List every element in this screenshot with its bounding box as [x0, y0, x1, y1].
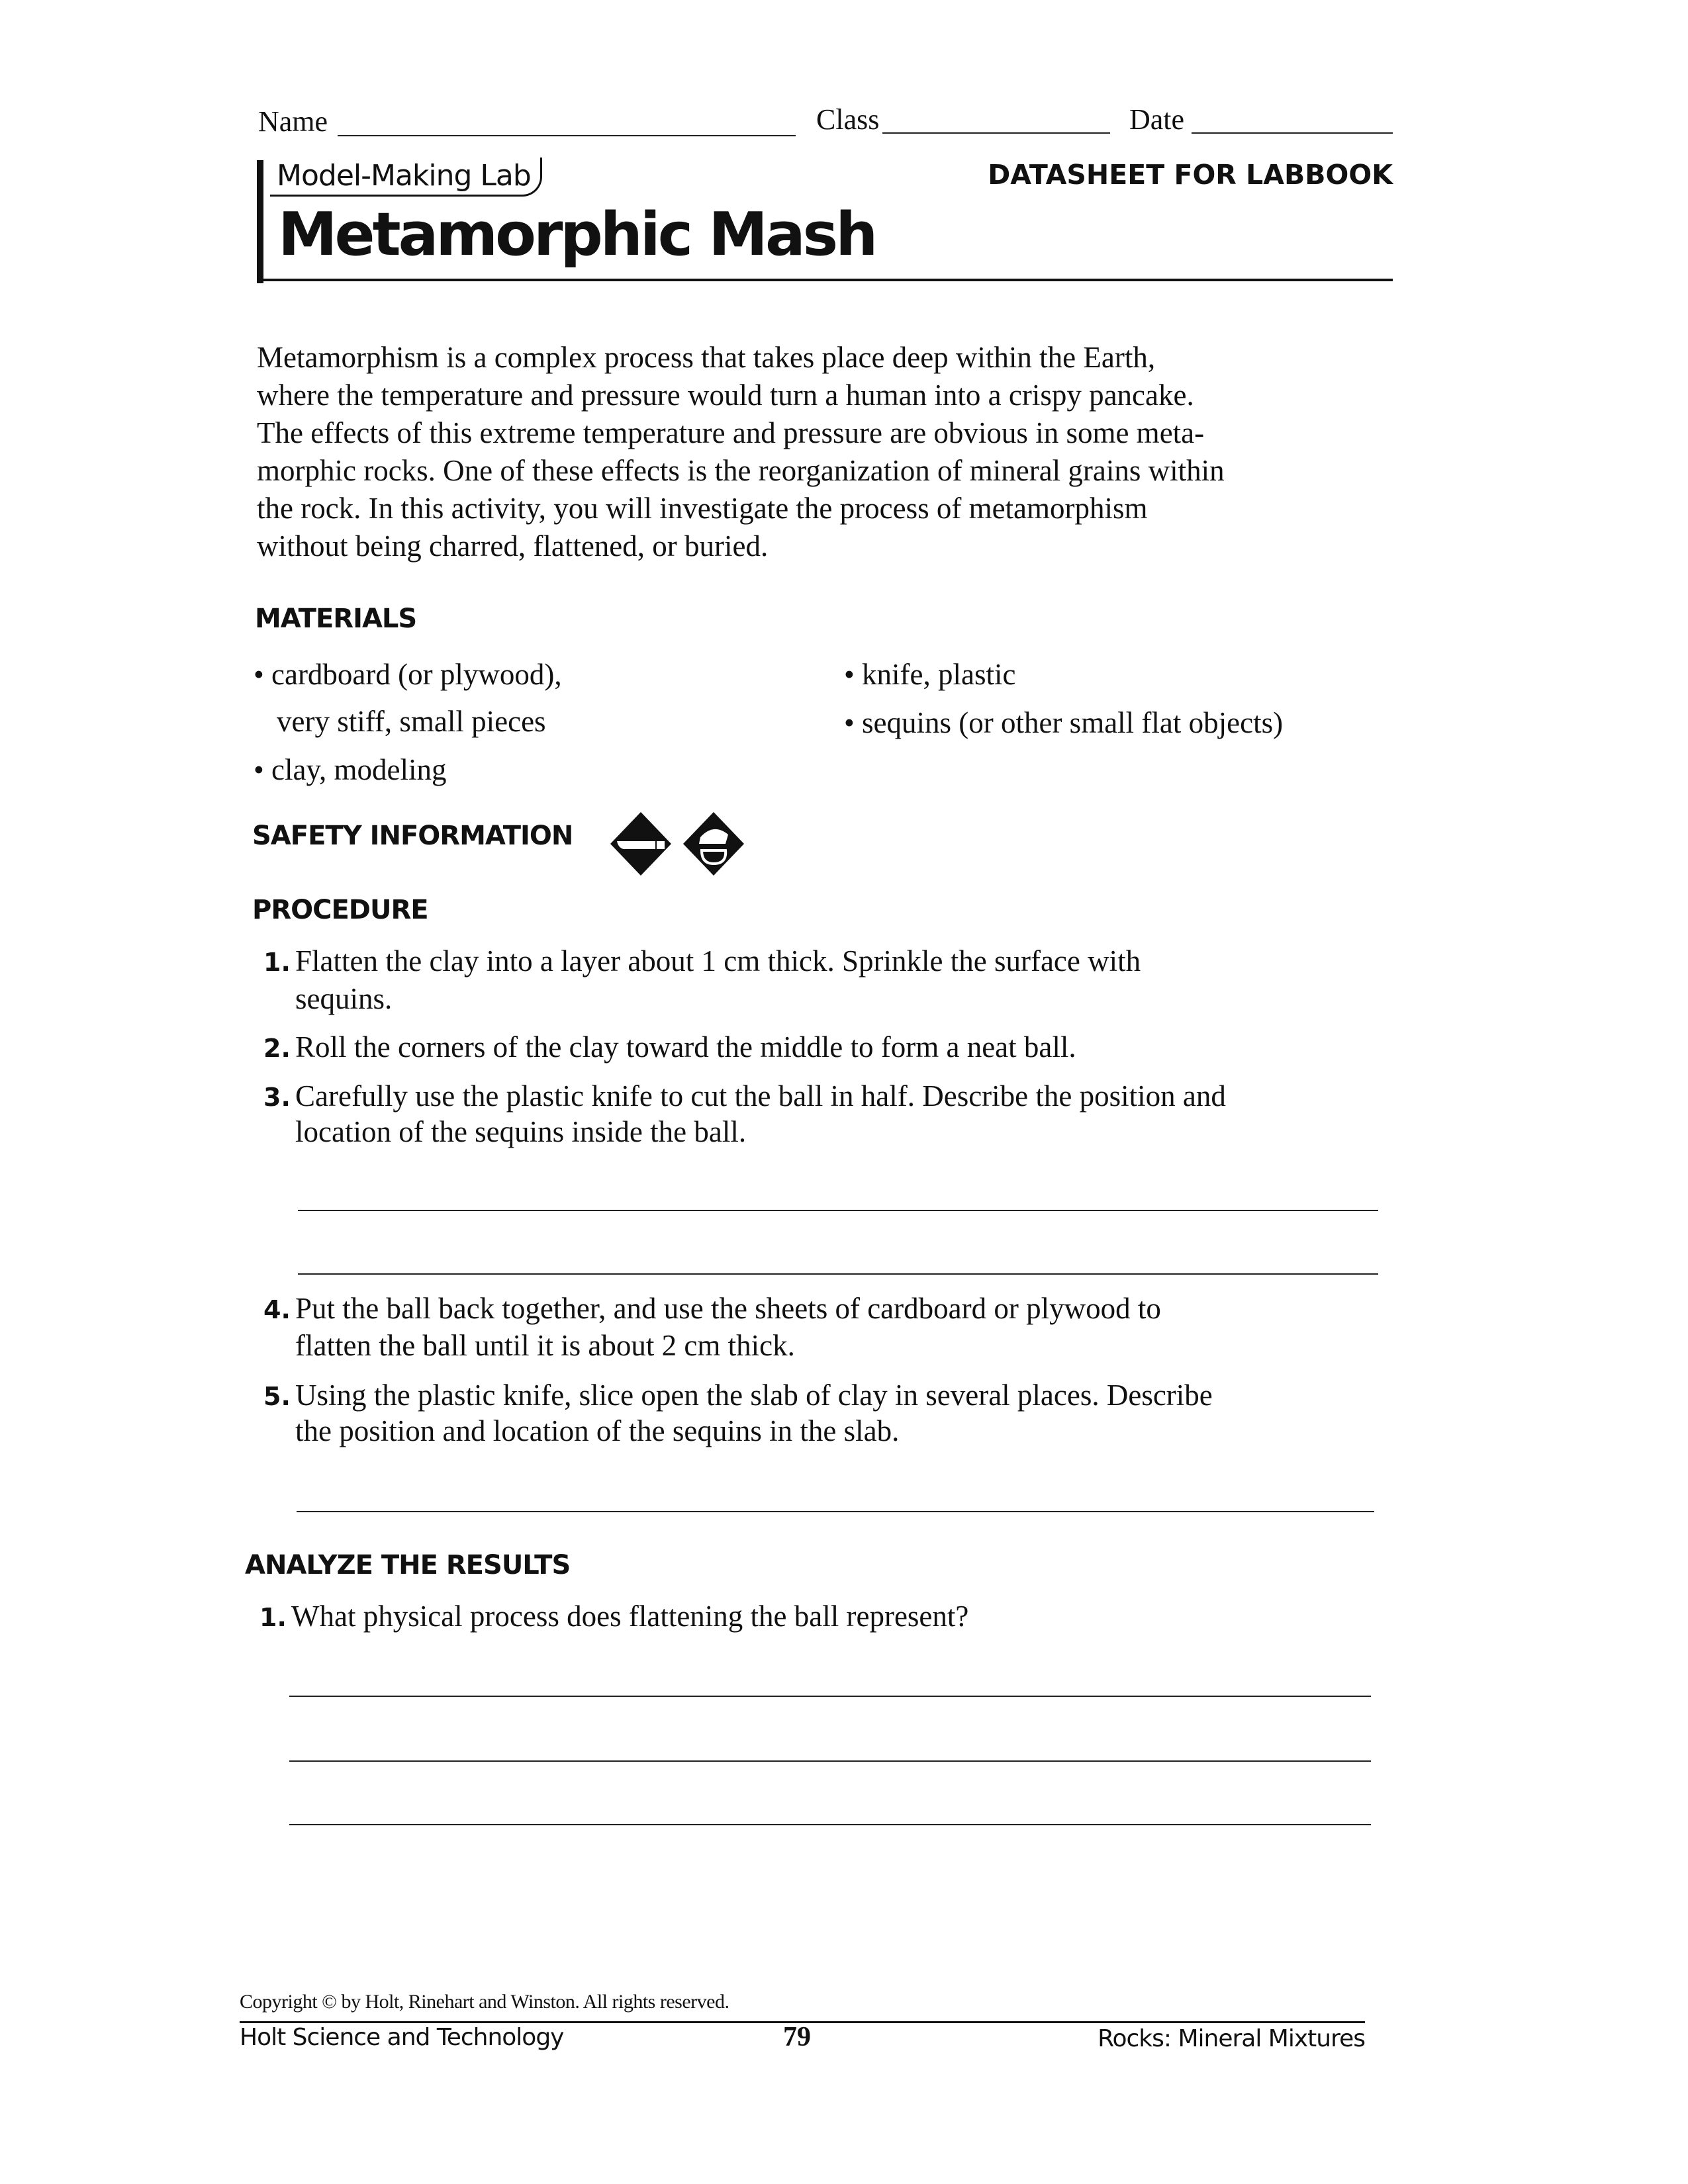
step-text: location of the sequins inside the ball. [295, 1115, 747, 1148]
material-item: • cardboard (or plywood), [254, 658, 562, 691]
intro-line: without being charred, flattened, or buried. [257, 529, 769, 563]
step-text: the position and location of the sequins in the slab. [295, 1414, 900, 1447]
step-text: Flatten the clay into a layer about 1 cm thick. Sprinkle the surface with [295, 944, 1141, 978]
intro-line: where the temperature and pressure would turn a human into a crispy pancake. [257, 379, 1194, 412]
safety-heading: SAFETY INFORMATION [252, 821, 573, 851]
material-item: • clay, modeling [254, 753, 447, 786]
copyright: Copyright © by Holt, Rinehart and Winston. All rights reserved. [240, 1991, 729, 2013]
step-number: 4. [263, 1295, 291, 1324]
answer-line[interactable] [298, 1273, 1378, 1275]
step-number: 3. [263, 1083, 291, 1112]
intro-line: The effects of this extreme temperature and pressure are obvious in some meta- [257, 416, 1205, 449]
date-field[interactable] [1192, 132, 1393, 134]
class-label: Class [816, 103, 880, 136]
answer-line[interactable] [289, 1696, 1371, 1697]
answer-line[interactable] [298, 1210, 1378, 1211]
question-text: What physical process does flattening the ball represent? [291, 1600, 969, 1633]
title-bar-accent [257, 160, 263, 283]
step-text: flatten the ball until it is about 2 cm thick. [295, 1329, 795, 1362]
eye-safety-icon [683, 812, 744, 876]
material-item: • knife, plastic [844, 658, 1016, 691]
intro-line: morphic rocks. One of these effects is the reorganization of mineral grains within [257, 454, 1225, 487]
analyze-heading: ANALYZE THE RESULTS [245, 1550, 571, 1580]
intro-line: Metamorphism is a complex process that takes place deep within the Earth, [257, 341, 1156, 374]
name-label: Name [258, 105, 328, 138]
datasheet-label: DATASHEET FOR LABBOOK [988, 159, 1393, 191]
procedure-step [263, 943, 1141, 1017]
procedure-step [263, 1030, 1076, 1064]
step-number: 1. [263, 948, 291, 977]
intro-paragraph [257, 339, 1402, 565]
procedure-step [263, 1079, 1226, 1149]
name-field[interactable] [338, 135, 796, 136]
step-text: sequins. [295, 982, 393, 1015]
intro-line: the rock. In this activity, you will investigate the process of metamorphism [257, 492, 1148, 525]
date-label: Date [1129, 103, 1185, 136]
answer-line[interactable] [297, 1511, 1374, 1512]
answer-line[interactable] [289, 1824, 1371, 1825]
materials-heading: MATERIALS [255, 604, 417, 634]
book-title: Holt Science and Technology [240, 2024, 564, 2051]
lab-type-badge: Model-Making Lab [270, 158, 542, 197]
step-text: Roll the corners of the clay toward the middle to form a neat ball. [295, 1030, 1076, 1064]
material-item: very stiff, small pieces [277, 705, 546, 738]
step-number: 5. [263, 1382, 291, 1411]
step-number: 2. [263, 1034, 291, 1063]
class-field[interactable] [882, 132, 1110, 134]
answer-line[interactable] [289, 1760, 1371, 1762]
step-text: Carefully use the plastic knife to cut the ball in half. Describe the position and [295, 1079, 1226, 1113]
procedure-heading: PROCEDURE [252, 895, 428, 925]
chapter-title: Rocks: Mineral Mixtures [1098, 2025, 1365, 2052]
page-number: 79 [783, 2022, 811, 2052]
safety-icons [609, 811, 748, 877]
step-text: Put the ball back together, and use the sheets of cardboard or plywood to [295, 1292, 1161, 1325]
analyze-question [259, 1599, 968, 1633]
title-rule [257, 279, 1393, 281]
procedure-step [263, 1378, 1213, 1448]
hand-safety-icon [610, 812, 671, 876]
step-text: Using the plastic knife, slice open the slab of clay in several places. Describe [295, 1379, 1213, 1412]
question-number: 1. [259, 1603, 287, 1632]
procedure-step [263, 1291, 1161, 1363]
material-item: • sequins (or other small flat objects) [844, 706, 1284, 739]
page-title: Metamorphic Mash [278, 200, 876, 269]
